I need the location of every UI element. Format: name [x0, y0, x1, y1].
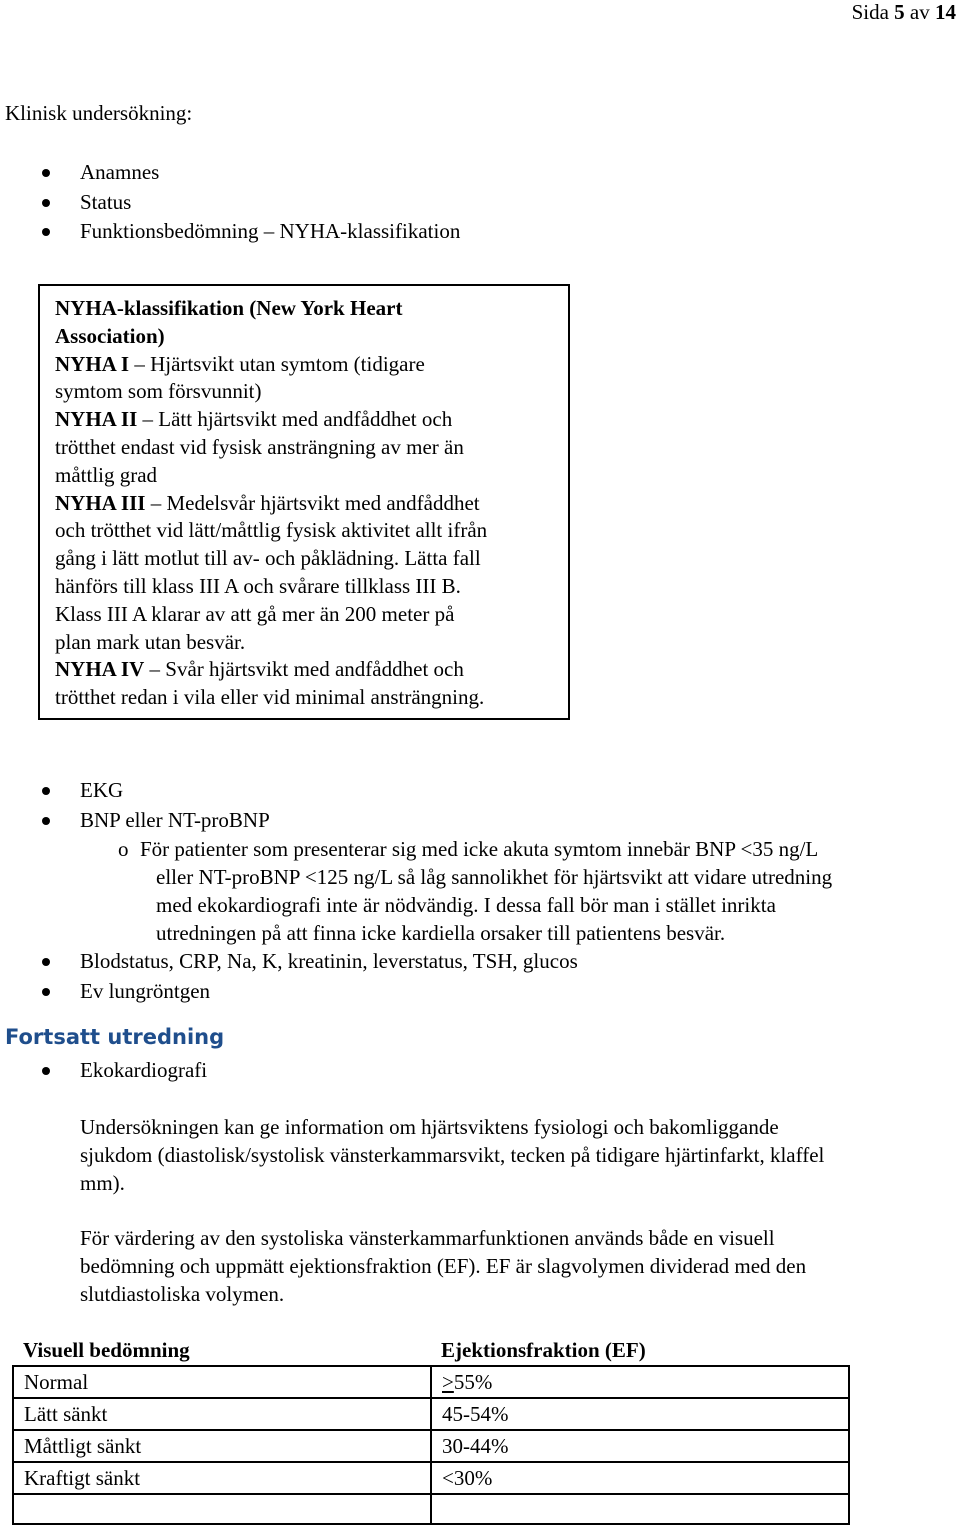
table-header-row: [13, 1335, 849, 1366]
table-header: Visuell bedömning: [23, 1337, 190, 1362]
page-separator: av: [904, 0, 935, 24]
list-item: Blodstatus, CRP, Na, K, kreatinin, leverstatus, TSH, glucos: [0, 947, 900, 977]
table-row: [13, 1398, 849, 1430]
nyha-class-1: NYHA I – Hjärtsvikt utan symtom (tidigare symtom som försvunnit): [55, 351, 425, 404]
page-current: 5: [894, 0, 905, 24]
table-cell: >55%: [431, 1366, 849, 1398]
nyha-box-title: NYHA-klassifikation (New York Heart Association): [55, 296, 403, 348]
exam-list: [0, 158, 900, 247]
table-cell: Normal: [13, 1366, 431, 1398]
page-label: Sida: [851, 0, 895, 24]
table-cell: Lätt sänkt: [13, 1398, 431, 1430]
table-cell: Måttligt sänkt: [13, 1430, 431, 1462]
followup-list: [0, 1056, 900, 1086]
tests-list: [0, 776, 960, 835]
nyha-class-2: NYHA II – Lätt hjärtsvikt med andfåddhet och trötthet endast vid fysisk ansträngning av mer än måttlig grad: [55, 407, 464, 487]
list-item: Ekokardiografi: [0, 1056, 900, 1086]
nyha-class-3: NYHA III – Medelsvår hjärtsvikt med andfåddhet och trötthet vid lätt/måttlig fysisk aktivitet allt ifrån gång i lätt motlut till av- och påklädning. Lätta fall hänförs till klass III A och svårare tillklass III B. Klass III A klarar av att gå mer än 200 meter på plan mark utan besvär.: [55, 490, 488, 654]
list-item: EKG: [0, 776, 960, 806]
page-number: [852, 0, 956, 25]
table-cell: Kraftigt sänkt: [13, 1462, 431, 1494]
table-header: Ejektionsfraktion (EF): [441, 1337, 646, 1362]
page-total: 14: [935, 0, 956, 24]
table-cell: <30%: [431, 1462, 849, 1494]
tests-list-continued: [0, 947, 900, 1006]
list-item: Funktionsbedömning – NYHA-klassifikation: [0, 217, 900, 247]
table-row: [13, 1366, 849, 1398]
clinical-exam-heading: Klinisk undersökning:: [5, 101, 193, 125]
list-item: BNP eller NT-proBNP: [0, 806, 960, 836]
table-row: [13, 1430, 849, 1462]
table-cell: [13, 1494, 431, 1524]
table-cell: 30-44%: [431, 1430, 849, 1462]
paragraph-echo-info: Undersökningen kan ge information om hjärtsviktens fysiologi och bakomliggande sjukdom (diastolisk/systolisk vänsterkammarsvikt, tecken på tidigare hjärtinfarkt, klaffel mm).: [80, 1115, 825, 1195]
table-row-empty: [13, 1494, 849, 1524]
table-row: [13, 1462, 849, 1494]
nyha-classification-box: [38, 284, 570, 720]
list-item: Status: [0, 188, 900, 218]
paragraph-ef-assessment: För värdering av den systoliska vänsterkammarfunktionen används både en visuell bedömning och uppmätt ejektionsfraktion (EF). EF är slagvolymen dividerad med den slutdiastoliska volymen.: [80, 1226, 807, 1306]
bnp-subitem-text: För patienter som presenterar sig med icke akuta symtom innebär BNP <35 ng/L eller NT-proBNP <125 ng/L så låg sannolikhet för hjärtsvikt att vidare utredning med ekokardiografi inte är nödvändig. I dessa fall bör man i stället inrikta utredningen på att finna icke kardiella orsaker till patientens besvär.: [140, 837, 833, 945]
sub-bullet-marker: o: [118, 837, 129, 861]
list-item: Ev lungröntgen: [0, 977, 900, 1007]
table-cell: 45-54%: [431, 1398, 849, 1430]
ef-table: [12, 1335, 850, 1525]
table-cell: [431, 1494, 849, 1524]
nyha-class-4: NYHA IV – Svår hjärtsvikt med andfåddhet och trötthet redan i vila eller vid minimal ansträngning.: [55, 657, 485, 710]
list-item: Anamnes: [0, 158, 900, 188]
section-title: Fortsatt utredning: [5, 1025, 225, 1049]
